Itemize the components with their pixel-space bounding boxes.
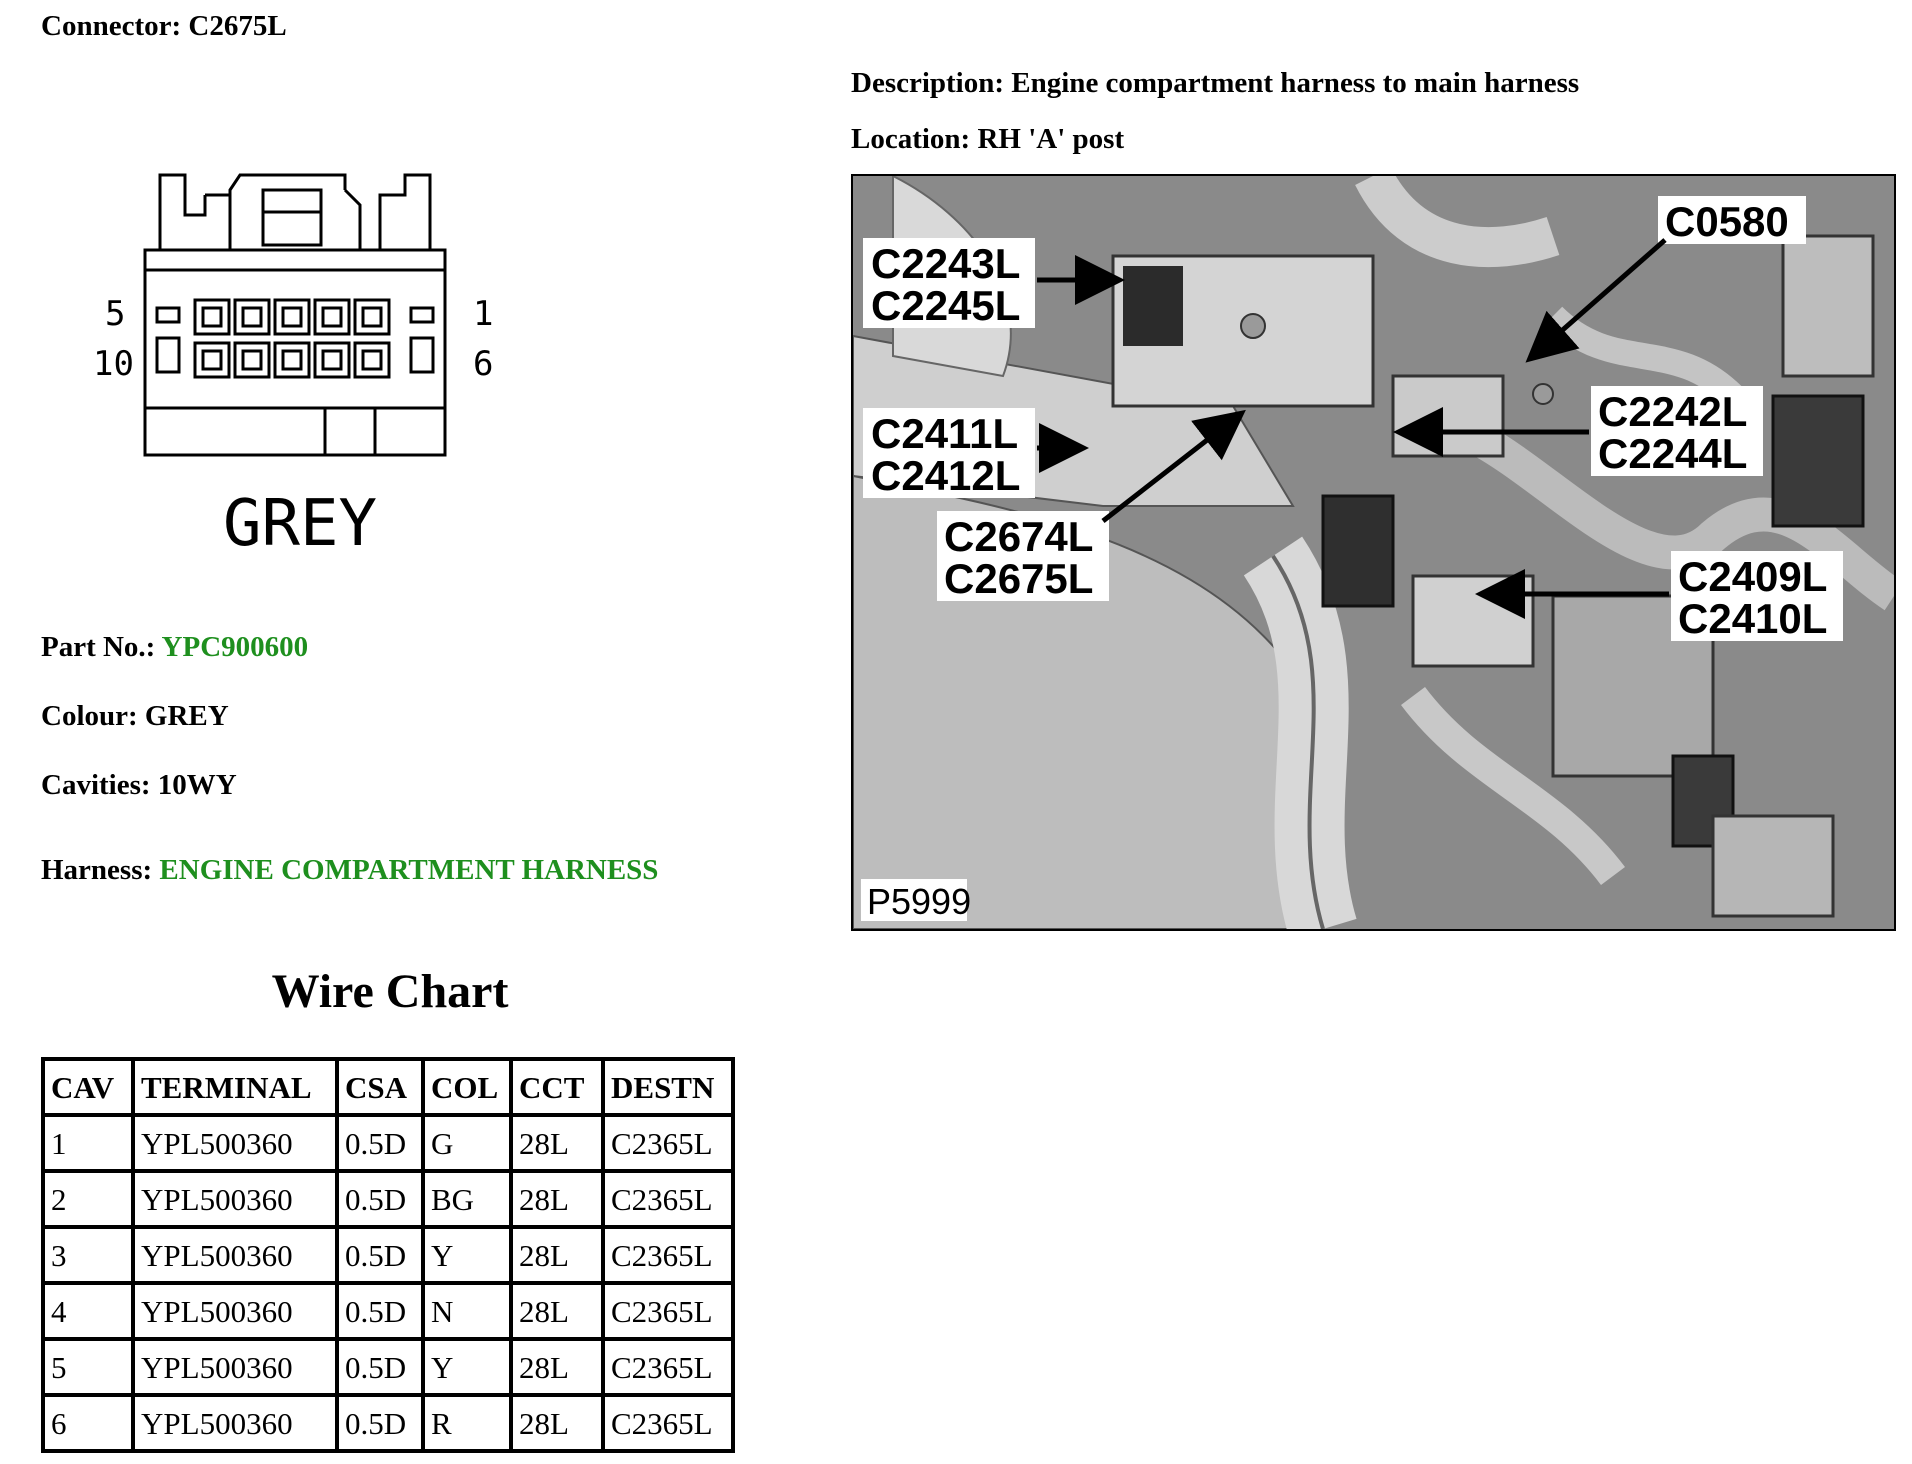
cell-cav: 5 — [45, 1341, 131, 1393]
cell-destn: C2365L — [605, 1117, 731, 1169]
cavities-label: Cavities: — [41, 769, 151, 801]
cell-csa: 0.5D — [339, 1341, 421, 1393]
cell-terminal: YPL500360 — [135, 1173, 335, 1225]
part-no-link[interactable]: YPC900600 — [161, 631, 309, 663]
table-header-row — [45, 1061, 731, 1113]
header-col: COL — [425, 1061, 509, 1113]
table-row — [45, 1341, 731, 1393]
cell-col: Y — [425, 1341, 509, 1393]
location-value: RH 'A' post — [977, 123, 1125, 155]
colour-line — [41, 702, 229, 731]
table-row — [45, 1173, 731, 1225]
cell-cct: 28L — [513, 1397, 601, 1449]
pin-label-6: 6 — [473, 344, 494, 384]
cell-cav: 1 — [45, 1117, 131, 1169]
cell-destn: C2365L — [605, 1285, 731, 1337]
connector-id: C2675L — [188, 10, 287, 42]
image-reference: P5999 — [867, 881, 972, 922]
cell-destn: C2365L — [605, 1229, 731, 1281]
table-row — [45, 1397, 731, 1449]
header-csa: CSA — [339, 1061, 421, 1113]
cell-terminal: YPL500360 — [135, 1117, 335, 1169]
cell-destn: C2365L — [605, 1397, 731, 1449]
connector-heading — [41, 12, 287, 41]
diagram-colour-text: GREY — [222, 487, 378, 560]
cell-csa: 0.5D — [339, 1397, 421, 1449]
cell-col: Y — [425, 1229, 509, 1281]
location-photo — [851, 174, 1896, 931]
wire-chart-table — [41, 1057, 735, 1453]
cell-terminal: YPL500360 — [135, 1397, 335, 1449]
header-cav: CAV — [45, 1061, 131, 1113]
callout-c2411l: C2411L — [871, 410, 1019, 457]
table-row — [45, 1117, 731, 1169]
callout-c2245l: C2245L — [871, 282, 1021, 329]
colour-label: Colour: — [41, 700, 138, 732]
cell-col: BG — [425, 1173, 509, 1225]
header-cct: CCT — [513, 1061, 601, 1113]
cell-terminal: YPL500360 — [135, 1229, 335, 1281]
cell-cav: 6 — [45, 1397, 131, 1449]
header-terminal: TERMINAL — [135, 1061, 335, 1113]
cell-col: N — [425, 1285, 509, 1337]
header-destn: DESTN — [605, 1061, 731, 1113]
callout-c2409l: C2409L — [1678, 553, 1828, 600]
cell-cav: 4 — [45, 1285, 131, 1337]
harness-line — [41, 856, 658, 885]
cell-cct: 28L — [513, 1341, 601, 1393]
cell-cct: 28L — [513, 1285, 601, 1337]
callout-c0580: C0580 — [1665, 198, 1789, 245]
cell-col: G — [425, 1117, 509, 1169]
cell-destn: C2365L — [605, 1341, 731, 1393]
pin-label-5: 5 — [105, 294, 126, 334]
cell-destn: C2365L — [605, 1173, 731, 1225]
pin-label-10: 10 — [95, 344, 134, 384]
cell-cct: 28L — [513, 1117, 601, 1169]
callout-c2244l: C2244L — [1598, 430, 1748, 477]
description-value: Engine compartment harness to main harness — [1011, 67, 1580, 99]
table-row — [45, 1229, 731, 1281]
cell-cav: 2 — [45, 1173, 131, 1225]
part-no-line — [41, 633, 308, 662]
description-label: Description: — [851, 67, 1005, 99]
cavities-line — [41, 771, 237, 800]
cell-csa: 0.5D — [339, 1173, 421, 1225]
cavities-value: 10WY — [157, 769, 237, 801]
callout-c2675l: C2675L — [944, 555, 1094, 602]
connector-face-diagram — [95, 160, 515, 560]
cell-terminal: YPL500360 — [135, 1285, 335, 1337]
wire-chart-title: Wire Chart — [271, 965, 509, 1018]
cell-csa: 0.5D — [339, 1285, 421, 1337]
pin-label-1: 1 — [473, 294, 494, 334]
connector-label: Connector: — [41, 10, 182, 42]
cell-col: R — [425, 1397, 509, 1449]
cell-cav: 3 — [45, 1229, 131, 1281]
callout-c2412l: C2412L — [871, 452, 1021, 499]
cell-csa: 0.5D — [339, 1117, 421, 1169]
callout-c2242l: C2242L — [1598, 388, 1748, 435]
cell-csa: 0.5D — [339, 1229, 421, 1281]
table-row — [45, 1285, 731, 1337]
location-line — [851, 125, 1124, 154]
callout-c2243l: C2243L — [871, 240, 1021, 287]
description-line — [851, 69, 1579, 98]
callout-c2674l: C2674L — [944, 513, 1094, 560]
colour-value: GREY — [144, 700, 229, 732]
part-no-label: Part No.: — [41, 631, 156, 663]
harness-label: Harness: — [41, 854, 153, 886]
callout-c2410l: C2410L — [1678, 595, 1828, 642]
cell-cct: 28L — [513, 1173, 601, 1225]
location-label: Location: — [851, 123, 971, 155]
cell-cct: 28L — [513, 1229, 601, 1281]
cell-terminal: YPL500360 — [135, 1341, 335, 1393]
harness-link[interactable]: ENGINE COMPARTMENT HARNESS — [159, 854, 659, 886]
